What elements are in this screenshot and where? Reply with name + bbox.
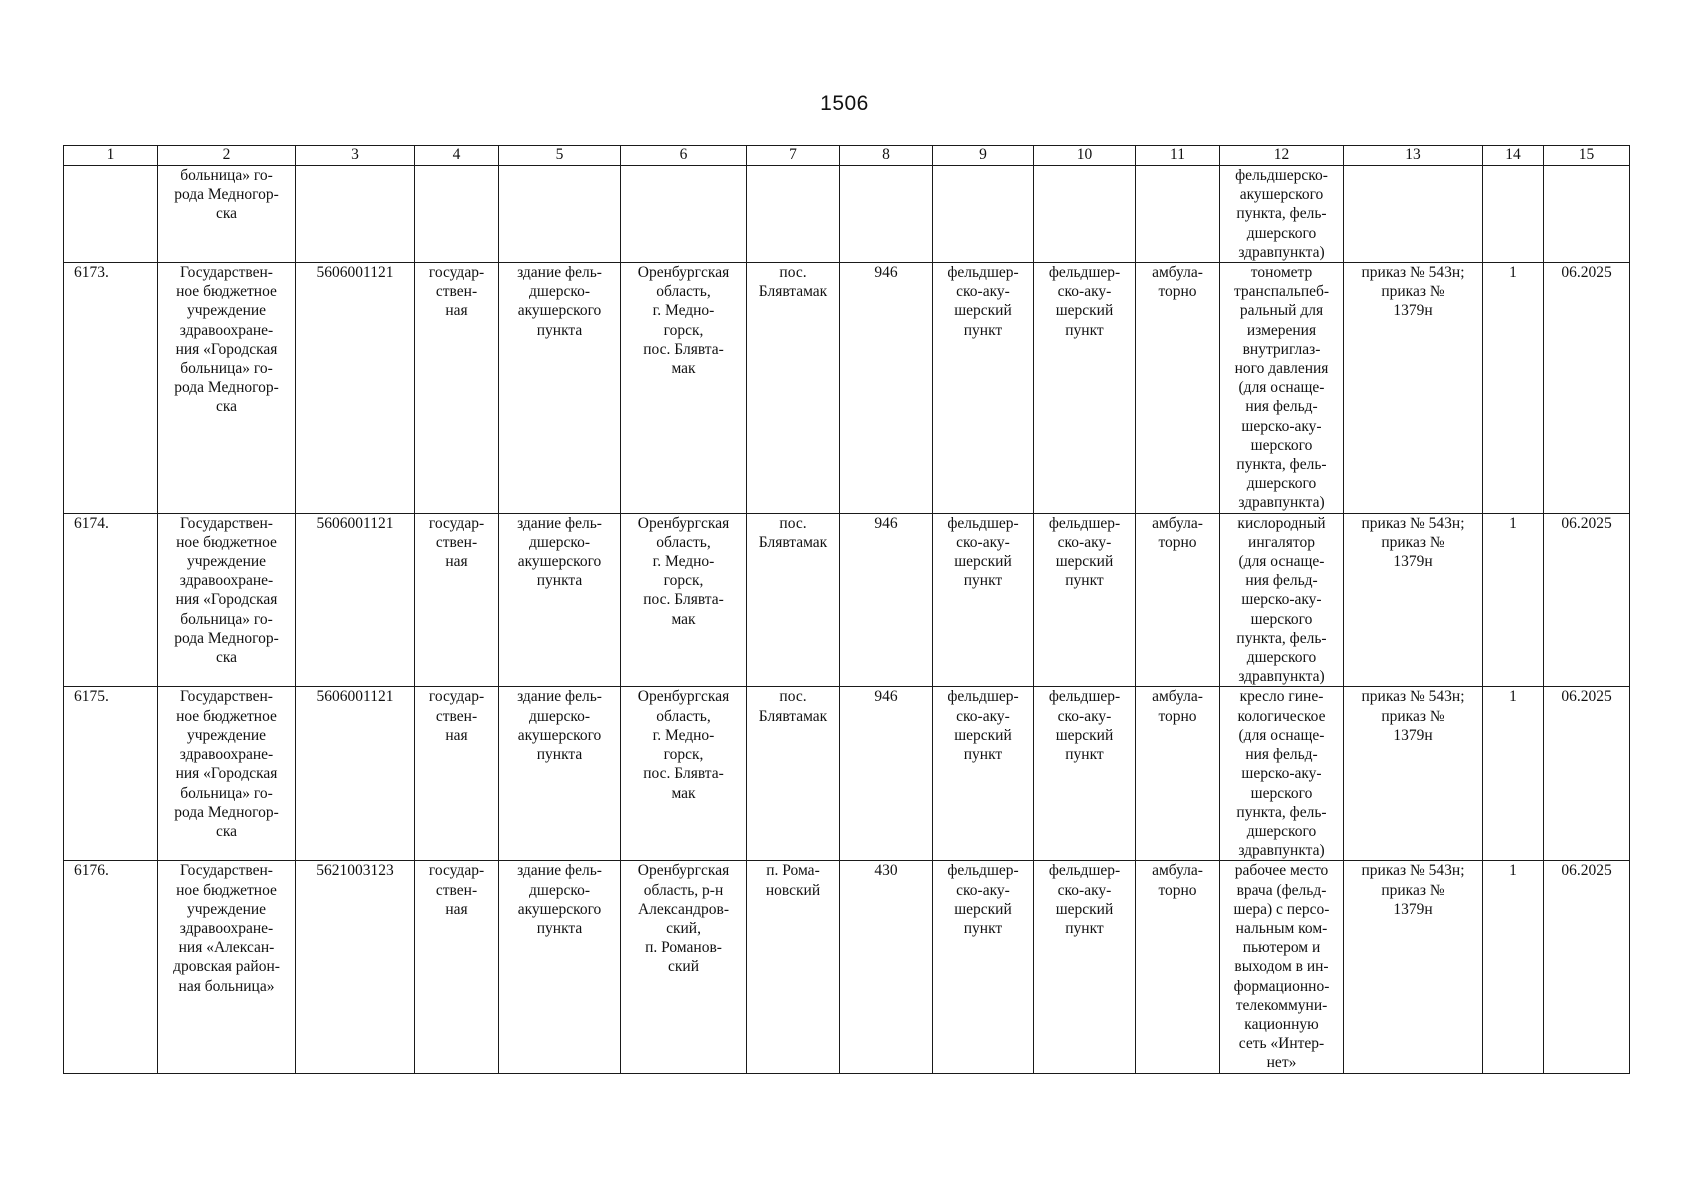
facility-type: фельдшер- ско-аку- шерский пункт: [933, 861, 1034, 1073]
quantity: 1: [1483, 263, 1544, 514]
column-header: 3: [296, 146, 415, 166]
equipment: рабочее место врача (фельд- шера) с персо- нальным ком- пьютером и выходом в ин- формационно- телекоммуни- кационную сеть «Интер- нет»: [1220, 861, 1344, 1073]
settlement: пос. Блявтамак: [747, 687, 840, 861]
column-header: 12: [1220, 146, 1344, 166]
ownership: государ- ствен- ная: [415, 513, 499, 687]
table-row: [64, 513, 1630, 687]
equipment: кресло гине- кологическое (для оснаще- ния фельд- шерско-аку- шерского пункта, фель- дшерского здравпункта): [1220, 687, 1344, 861]
settlement: п. Рома- новский: [747, 861, 840, 1073]
column-header: 8: [840, 146, 933, 166]
address: Оренбургская область, г. Медно- горск, пос. Блявта- мак: [621, 687, 747, 861]
care-conditions: амбула- торно: [1136, 861, 1220, 1073]
page-number: 1506: [820, 92, 869, 115]
table-cell: [1544, 166, 1630, 263]
building: здание фель- дшерско- акушерского пункта: [499, 263, 621, 514]
column-header: 11: [1136, 146, 1220, 166]
facility-type: фельдшер- ско-аку- шерский пункт: [933, 513, 1034, 687]
column-header: 2: [158, 146, 296, 166]
column-number-row: [64, 146, 1630, 166]
settlement: пос. Блявтамак: [747, 263, 840, 514]
table-cell: [499, 166, 621, 263]
table-cell: [1136, 166, 1220, 263]
population: 946: [840, 263, 933, 514]
unit-type: фельдшер- ско-аку- шерский пункт: [1034, 263, 1136, 514]
table-cell: [1483, 166, 1544, 263]
unit-type: фельдшер- ско-аку- шерский пункт: [1034, 513, 1136, 687]
table-cell: фельдшерско- акушерского пункта, фель- дшерского здравпункта): [1220, 166, 1344, 263]
ownership: государ- ствен- ная: [415, 687, 499, 861]
population: 946: [840, 513, 933, 687]
order-reference: приказ № 543н; приказ № 1379н: [1344, 687, 1483, 861]
deadline: 06.2025: [1544, 687, 1630, 861]
table-cell: [621, 166, 747, 263]
inn: 5606001121: [296, 513, 415, 687]
inn: 5606001121: [296, 263, 415, 514]
unit-type: фельдшер- ско-аку- шерский пункт: [1034, 687, 1136, 861]
population: 430: [840, 861, 933, 1073]
unit-type: фельдшер- ско-аку- шерский пункт: [1034, 861, 1136, 1073]
column-header: 4: [415, 146, 499, 166]
column-header: 15: [1544, 146, 1630, 166]
table-cell: [64, 166, 158, 263]
row-number: 6174.: [64, 513, 158, 687]
quantity: 1: [1483, 513, 1544, 687]
address: Оренбургская область, г. Медно- горск, пос. Блявта- мак: [621, 263, 747, 514]
building: здание фель- дшерско- акушерского пункта: [499, 861, 621, 1073]
population: 946: [840, 687, 933, 861]
row-number: 6175.: [64, 687, 158, 861]
settlement: пос. Блявтамак: [747, 513, 840, 687]
column-header: 9: [933, 146, 1034, 166]
table-cell: больница» го- рода Медногор- ска: [158, 166, 296, 263]
table-cell: [933, 166, 1034, 263]
address: Оренбургская область, г. Медно- горск, пос. Блявта- мак: [621, 513, 747, 687]
organization-name: Государствен- ное бюджетное учреждение здравоохране- ния «Городская больница» го- рода Медногор- ска: [158, 513, 296, 687]
deadline: 06.2025: [1544, 263, 1630, 514]
organization-name: Государствен- ное бюджетное учреждение здравоохране- ния «Городская больница» го- рода Медногор- ска: [158, 263, 296, 514]
quantity: 1: [1483, 861, 1544, 1073]
continuation-row: [64, 166, 1630, 263]
row-number: 6176.: [64, 861, 158, 1073]
ownership: государ- ствен- ная: [415, 263, 499, 514]
table-row: [64, 687, 1630, 861]
table-row: [64, 861, 1630, 1073]
column-header: 6: [621, 146, 747, 166]
table-cell: [747, 166, 840, 263]
order-reference: приказ № 543н; приказ № 1379н: [1344, 861, 1483, 1073]
column-header: 14: [1483, 146, 1544, 166]
care-conditions: амбула- торно: [1136, 687, 1220, 861]
care-conditions: амбула- торно: [1136, 263, 1220, 514]
deadline: 06.2025: [1544, 513, 1630, 687]
inn: 5606001121: [296, 687, 415, 861]
registry-table: [63, 145, 1630, 1074]
column-header: 7: [747, 146, 840, 166]
column-header: 10: [1034, 146, 1136, 166]
order-reference: приказ № 543н; приказ № 1379н: [1344, 263, 1483, 514]
quantity: 1: [1483, 687, 1544, 861]
deadline: 06.2025: [1544, 861, 1630, 1073]
building: здание фель- дшерско- акушерского пункта: [499, 513, 621, 687]
column-header: 1: [64, 146, 158, 166]
facility-type: фельдшер- ско-аку- шерский пункт: [933, 263, 1034, 514]
ownership: государ- ствен- ная: [415, 861, 499, 1073]
table-cell: [1034, 166, 1136, 263]
column-header: 13: [1344, 146, 1483, 166]
address: Оренбургская область, р-н Александров- ский, п. Романов- ский: [621, 861, 747, 1073]
row-number: 6173.: [64, 263, 158, 514]
organization-name: Государствен- ное бюджетное учреждение здравоохране- ния «Алексан- дровская район- ная больница»: [158, 861, 296, 1073]
table-cell: [415, 166, 499, 263]
table-row: [64, 263, 1630, 514]
order-reference: приказ № 543н; приказ № 1379н: [1344, 513, 1483, 687]
table-cell: [296, 166, 415, 263]
equipment: тонометр транспальпеб- ральный для измерения внутриглаз- ного давления (для оснаще- ния фельд- шерско-аку- шерского пункта, фель- дшерского здравпункта): [1220, 263, 1344, 514]
equipment: кислородный ингалятор (для оснаще- ния фельд- шерско-аку- шерского пункта, фель- дшерского здравпункта): [1220, 513, 1344, 687]
facility-type: фельдшер- ско-аку- шерский пункт: [933, 687, 1034, 861]
building: здание фель- дшерско- акушерского пункта: [499, 687, 621, 861]
inn: 5621003123: [296, 861, 415, 1073]
column-header: 5: [499, 146, 621, 166]
table-cell: [1344, 166, 1483, 263]
table-cell: [840, 166, 933, 263]
organization-name: Государствен- ное бюджетное учреждение здравоохране- ния «Городская больница» го- рода Медногор- ска: [158, 687, 296, 861]
care-conditions: амбула- торно: [1136, 513, 1220, 687]
